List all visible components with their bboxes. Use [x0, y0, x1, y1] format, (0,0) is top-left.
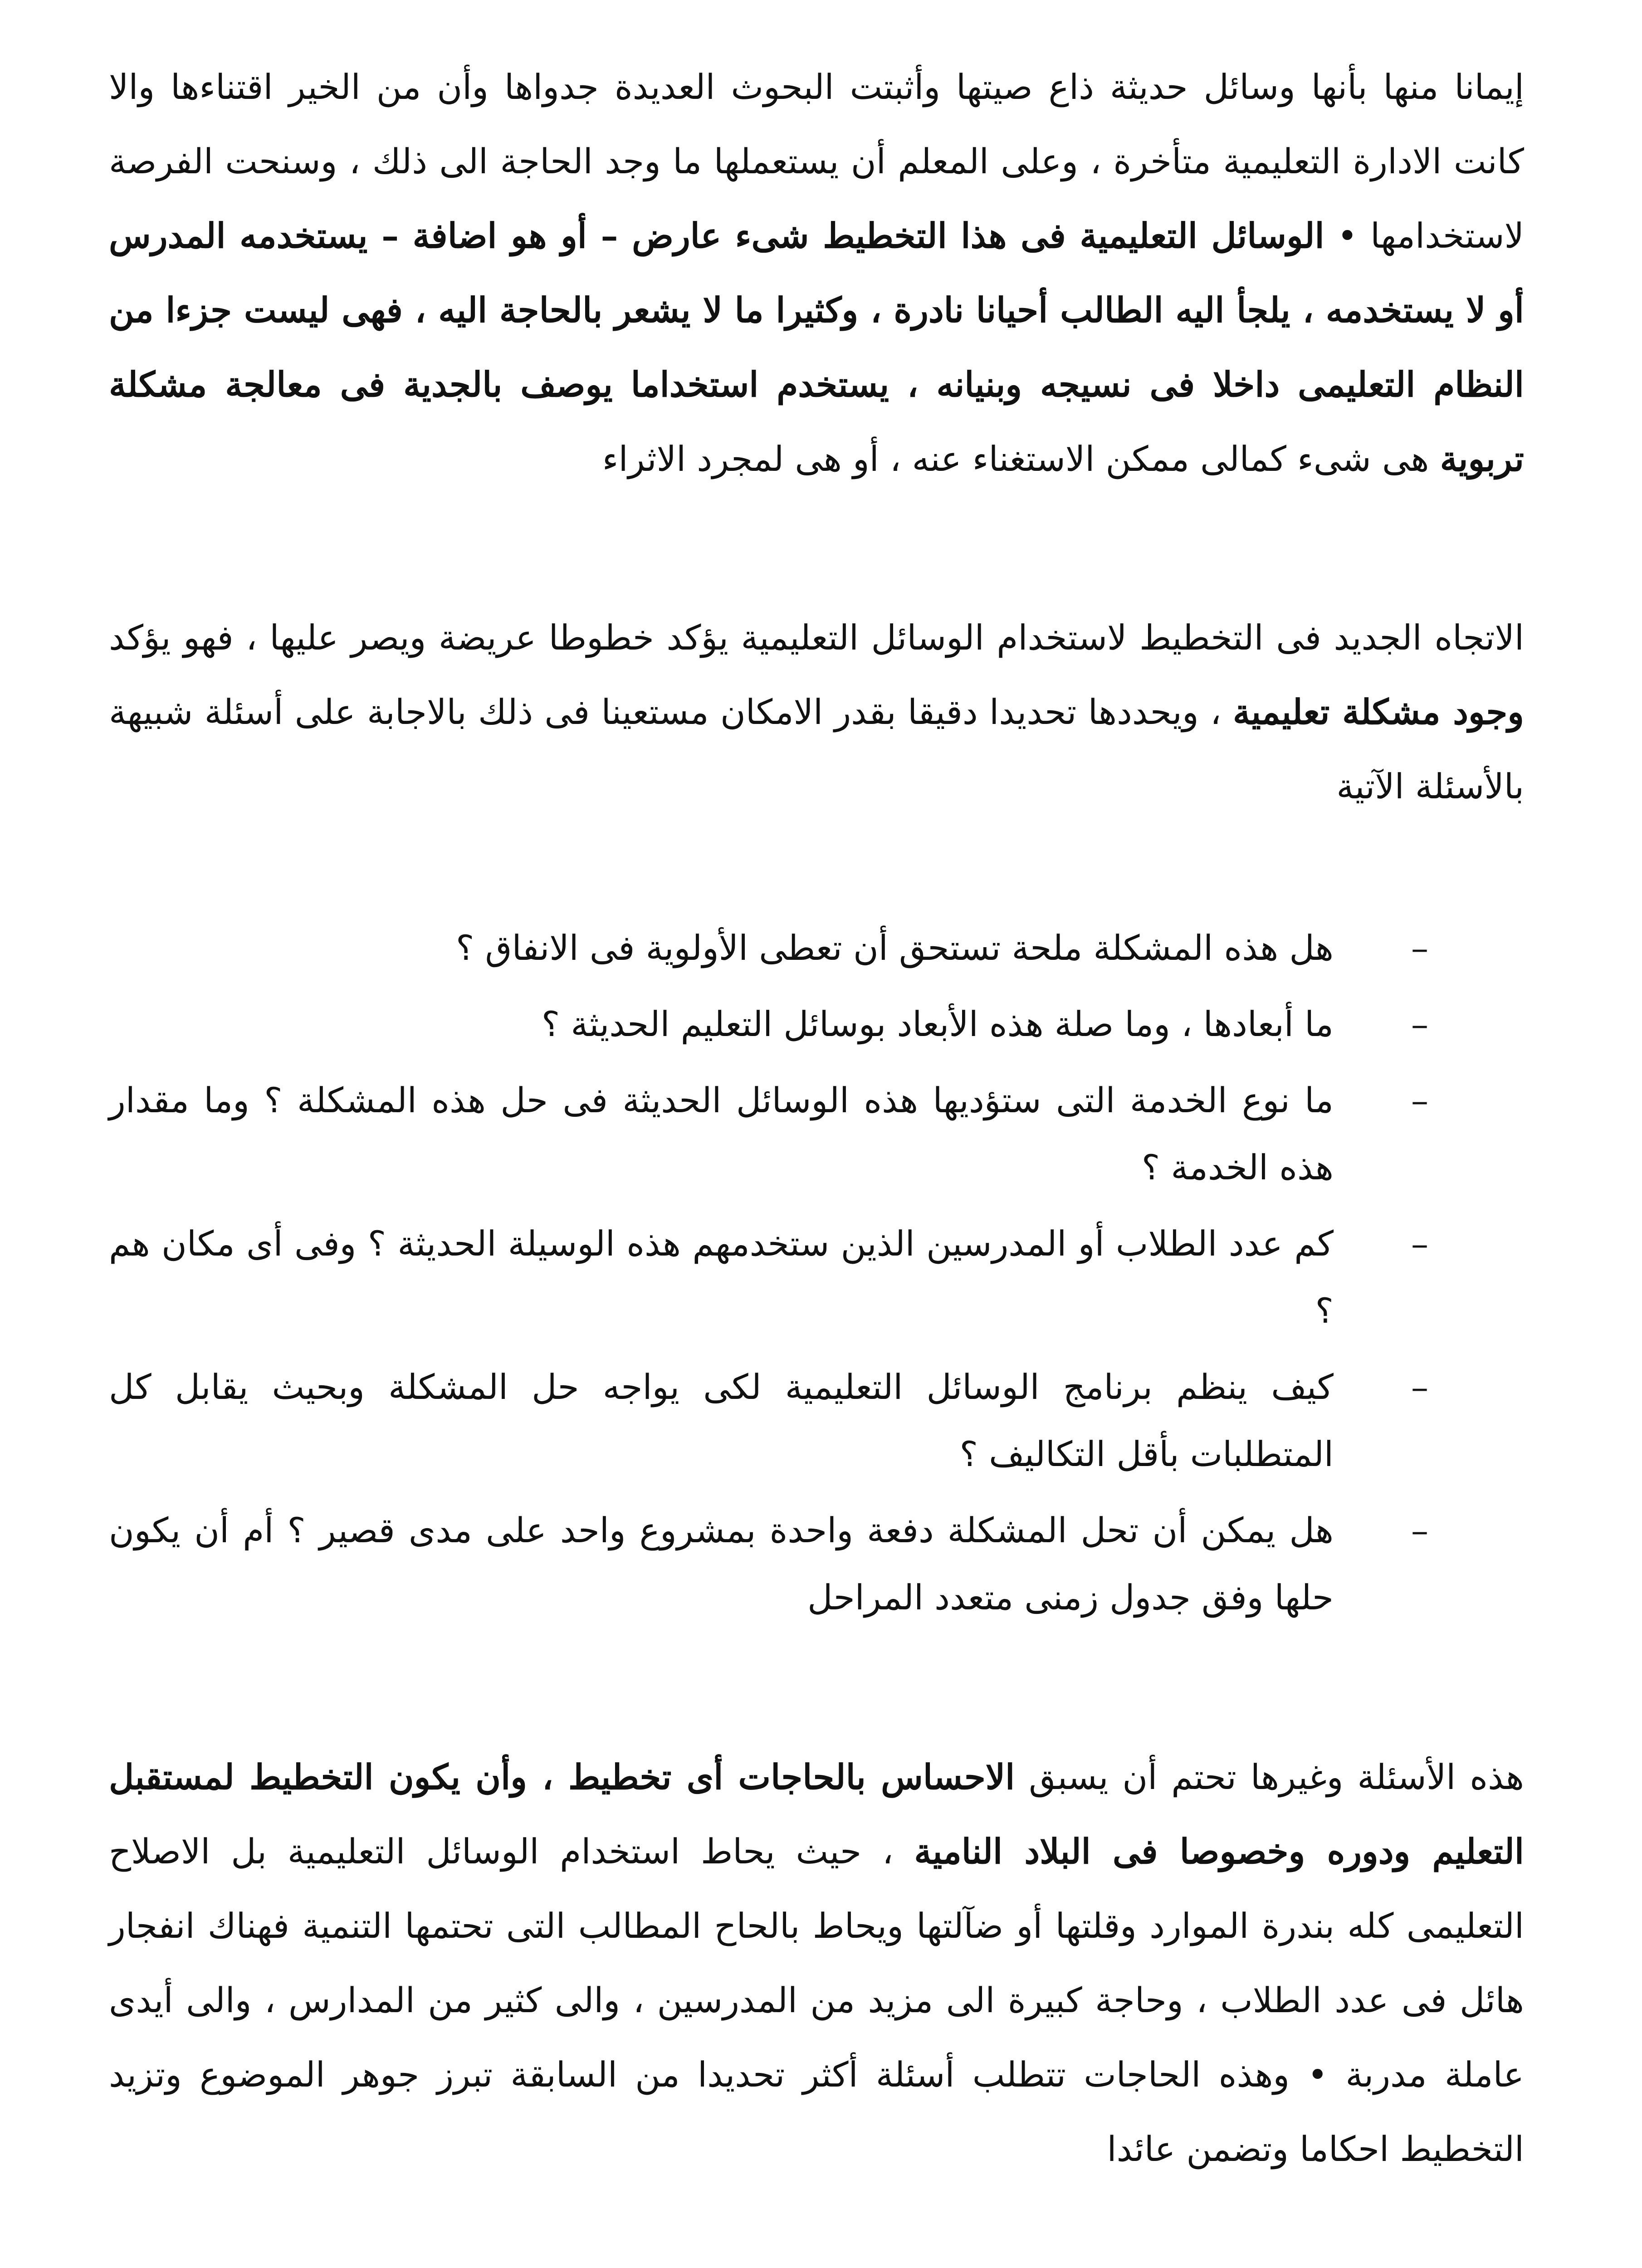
list-item: [109, 1210, 1428, 1344]
list-dash: –: [1411, 1004, 1428, 1044]
paragraph-3-end: ، حيث يحاط استخدام الوسائل التعليمية بل الاصلاح التعليمى كله بندرة الموارد وقلتها أو ضآلتها ويحاط بالحاح المطالب التى تحتمها التنمية فهناك انفجار هائل فى عدد الطلاب ، وحاجة كبيرة الى مزيد من المدرسين ، والى كثير من المدارس ، والى أيدى عاملة مدربة • وهذه الحاجات تتطلب أسئلة أكثر تحديدا من السابقة تبرز جوهر الموضوع وتزيد التخطيط احكاما وتضمن عائدا: [109, 1831, 1524, 2169]
list-dash: –: [1411, 1223, 1428, 1264]
list-item: [109, 991, 1428, 1058]
list-item-text: هل هذه المشكلة ملحة تستحق أن تعطى الأولوية فى الانفاق ؟: [456, 928, 1334, 968]
list-item-text: كيف ينظم برنامج الوسائل التعليمية لكى يواجه حل المشكلة وبحيث يقابل كل المتطلبات بأقل التكاليف ؟: [109, 1367, 1334, 1474]
list-item-text: ما نوع الخدمة التى ستؤديها هذه الوسائل الحديثة فى حل هذه المشكلة ؟ وما مقدار هذه الخدمة ؟: [109, 1080, 1334, 1188]
list-dash: –: [1411, 928, 1428, 968]
paragraph-3-intro: هذه الأسئلة وغيرها تحتم أن يسبق: [1029, 1757, 1525, 1797]
paragraph-3-emphasis: الاحساس بالحاجات أى تخطيط ، وأن يكون التخطيط لمستقبل التعليم ودوره وخصوصا فى البلاد النامية: [109, 1757, 1524, 1872]
list-dash: –: [1411, 1510, 1428, 1550]
paragraph-2-intro: الاتجاه الجديد فى التخطيط لاستخدام الوسائل التعليمية يؤكد خطوطا عريضة ويصر عليها ، فهو يؤكد: [109, 617, 1524, 658]
paragraph-1-emphasis: الوسائل التعليمية فى هذا التخطيط شىء عارض – أو هو اضافة – يستخدمه المدرس أو لا يستخدمه ، يلجأ اليه الطالب أحيانا نادرة ، وكثيرا ما لا يشعر بالحاجة اليه ، فهى ليست جزءا من النظام التعليمى داخلا فى نسيجه وبنيانه ، يستخدم استخداما يوصف بالجدية فى معالجة مشكلة تربوية: [109, 215, 1524, 479]
list-item-text: كم عدد الطلاب أو المدرسين الذين ستخدمهم هذه الوسيلة الحديثة ؟ وفى أى مكان هم ؟: [109, 1223, 1334, 1331]
paragraph-1: [109, 50, 1524, 496]
paragraph-1-intro: إيمانا منها بأنها وسائل حديثة ذاع صيتها وأثبتت البحوث العديدة جدواها وأن من الخير اقتناءها والا كانت الادارة التعليمية متأخرة ، وعلى المعلم أن يستعملها ما وجد الحاجة الى ذلك ، وسنحت الفرصة لاستخدامها •: [109, 67, 1524, 256]
list-item: [109, 1497, 1428, 1631]
list-dash: –: [1411, 1367, 1428, 1407]
paragraph-2-emphasis: وجود مشكلة تعليمية: [1232, 692, 1525, 732]
list-item-text: هل يمكن أن تحل المشكلة دفعة واحدة بمشروع واحد على مدى قصير ؟ أم أن يكون حلها وفق جدول زمنى متعدد المراحل: [109, 1510, 1334, 1618]
list-dash: –: [1411, 1080, 1428, 1120]
paragraph-2: [109, 601, 1524, 824]
paragraph-3: [109, 1740, 1524, 2186]
list-item: [109, 914, 1428, 982]
list-item-text: ما أبعادها ، وما صلة هذه الأبعاد بوسائل التعليم الحديثة ؟: [541, 1004, 1334, 1044]
question-list: [109, 914, 1524, 1631]
list-item: [109, 1354, 1428, 1488]
list-item: [109, 1067, 1428, 1201]
paragraph-2-end: ، ويحددها تحديدا دقيقا بقدر الامكان مستعينا فى ذلك بالاجابة على أسئلة شبيهة بالأسئلة الآتية: [109, 692, 1524, 807]
paragraph-1-end: هى شىء كمالى ممكن الاستغناء عنه ، أو هى لمجرد الاثراء: [602, 439, 1429, 479]
